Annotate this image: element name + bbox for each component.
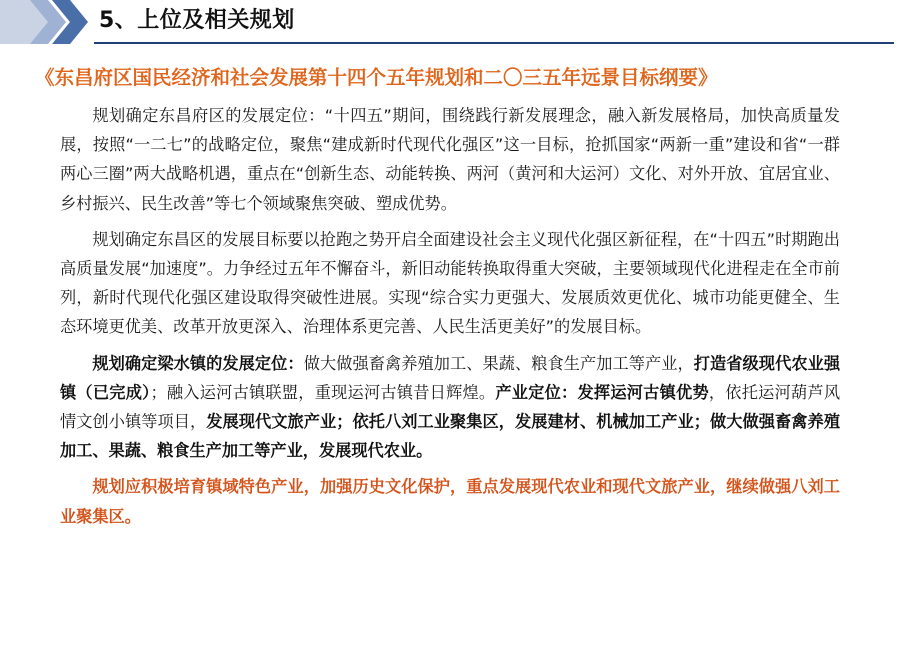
body-content bbox=[60, 101, 840, 538]
paragraph-goals: 规划确定东昌区的发展目标要以抢跑之势开启全面建设社会主义现代化强区新征程，在“十四五”时期跑出高质量发展“加速度”。力争经过五年不懈奋斗，新旧动能转换取得重大突破，主要领域现代化进程走在全市前列，新时代现代化强区建设取得突破性进展。实现“综合实力更强大、发展质效更优化、城市功能更健全、生态环境更优美、改革开放更深入、治理体系更完善、人民生活更美好”的发展目标。 bbox=[60, 229, 840, 337]
town-positioning-text: 做大做强畜禽养殖加工、果蔬、粮食生产加工等产业， bbox=[303, 353, 694, 373]
document-subtitle: 《东昌府区国民经济和社会发展第十四个五年规划和二〇三五年远景目标纲要》 bbox=[35, 66, 718, 89]
town-positioning-text-2: ；融入运河古镇联盟，重现运河古镇昔日辉煌。 bbox=[150, 382, 496, 402]
town-positioning-highlight: 打造省级现代农业强镇（已完成） bbox=[60, 353, 841, 402]
industry-positioning-highlight: 发展现代文旅产业；依托八刘工业聚集区，发展建材、机械加工产业；做大做强畜禽养殖加工、果蔬、粮食生产加工等产业，发展现代农业。 bbox=[60, 412, 841, 461]
paragraph-town-positioning bbox=[60, 349, 840, 466]
paragraph-conclusion: 规划应积极培育镇域特色产业，加强历史文化保护，重点发展现代农业和现代文旅产业，继续做强八刘工业聚集区。 bbox=[60, 477, 840, 526]
industry-positioning-label: 产业定位：发挥运河古镇优势 bbox=[495, 382, 709, 402]
paragraph-positioning: 规划确定东昌府区的发展定位：“十四五”期间，围绕践行新发展理念，融入新发展格局，加快高质量发展，按照“一二七”的战略定位，聚焦“建成新时代现代化强区”这一目标，抢抓国家“两新一重”建设和省“一群两心三圈”两大战略机遇，重点在“创新生态、动能转换、两河（黄河和大运河）文化、对外开放、宜居宜业、乡村振兴、民生改善”等七个领域聚焦突破、塑成优势。 bbox=[60, 106, 840, 213]
industry-positioning-text: ，依托运河葫芦风情文创小镇等项目， bbox=[60, 382, 841, 432]
slide-header bbox=[0, 0, 897, 48]
header-chevron-icon bbox=[0, 0, 92, 44]
header-divider bbox=[94, 42, 894, 44]
page-title: 5、上位及相关规划 bbox=[99, 8, 295, 33]
town-positioning-label: 规划确定梁水镇的发展定位： bbox=[92, 353, 304, 373]
